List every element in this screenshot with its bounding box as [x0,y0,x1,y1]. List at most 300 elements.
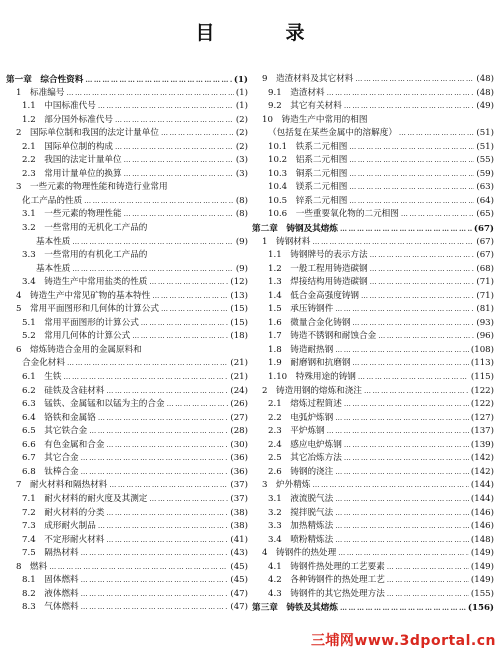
toc-leader-dots [63,371,228,385]
toc-entry-title: 6 熔炼铸造合金用的金属原料和 [16,344,142,355]
toc-leader-dots [67,357,228,371]
toc-page-number: (127) [470,412,494,423]
toc-entry-title: 4.3 铸钢件的其它热处理方法 [268,588,385,599]
toc-entry[interactable] [252,425,494,439]
toc-leader-dots [387,561,469,575]
toc-page-number: (28) [230,426,248,437]
toc-entry[interactable] [6,181,248,195]
toc-entry-title: 8.2 液体燃料 [22,588,79,599]
toc-entry-title: 3 炉外精炼 [262,480,311,491]
toc-page-number: (96) [476,331,494,342]
toc-page-number: (2) [235,141,248,152]
toc-entry[interactable] [252,195,494,209]
toc-entry-title: 3.3 加热精炼法 [268,521,334,532]
toc-entry-title: 2.1 国际单位制的构成 [22,141,114,152]
toc-entry-title: 3.1 一些元素的物理性能 [22,209,122,220]
toc-leader-dots [106,439,228,453]
toc-entry-title: 1.1 中国标准代号 [22,101,96,112]
toc-entry-title: 2 铸造用钢的熔炼和浇注 [262,385,362,396]
toc-entry[interactable] [6,601,248,615]
toc-leader-dots [98,100,234,114]
toc-page-number: (155) [470,588,494,599]
toc-page-number: (8) [235,195,248,206]
toc-entry[interactable] [6,344,248,358]
toc-entry-title: 10 铸造生产中常用的相图 [262,114,368,125]
toc-page-number: (68) [476,263,494,274]
toc-leader-dots [81,547,229,561]
toc-leader-dots [85,73,232,87]
toc-entry-title: 7.2 耐火材料的分类 [22,507,105,518]
toc-leader-dots [349,181,474,195]
toc-leader-dots [370,263,475,277]
toc-page-number: (71) [476,277,494,288]
toc-leader-dots [124,154,234,168]
toc-entry[interactable] [252,181,494,195]
toc-leader-dots [115,141,234,155]
toc-leader-dots [344,439,469,453]
toc-leader-dots [335,466,469,480]
toc-entry[interactable] [6,574,248,588]
toc-chapter-entry[interactable] [252,601,494,615]
toc-leader-dots [149,276,228,290]
toc-entry[interactable] [252,276,494,290]
toc-leader-dots [335,412,469,426]
toc-leader-dots [106,507,228,521]
toc-entry-title: 合金化材料 [22,358,65,369]
toc-entry-title: 1.10 特殊用途的铸钢 [268,372,356,383]
toc-page-number: (93) [476,317,494,328]
toc-entry[interactable] [6,547,248,561]
toc-entry-title: 9.2 其它有关材料 [268,101,342,112]
toc-entry[interactable] [6,507,248,521]
toc-entry-title: 10.2 铝系二元相图 [268,155,348,166]
toc-leader-dots [98,412,229,426]
toc-entry-title: 7 耐火材料和隔热材料 [16,480,108,491]
toc-entry[interactable] [252,344,494,358]
toc-entry[interactable] [6,154,248,168]
toc-leader-dots [399,127,474,141]
toc-leader-dots [81,574,229,588]
page-title: 目 录 [195,22,331,44]
toc-entry[interactable] [252,154,494,168]
toc-page-number: (108) [470,344,494,355]
toc-leader-dots [349,168,474,182]
toc-entry[interactable] [6,222,248,236]
toc-entry-title: 9 造渣材料及其它材料 [262,74,354,84]
toc-entry-title: 6.3 锰铁、金属锰和以锰为主的合金 [22,399,165,410]
toc-leader-dots [72,236,233,250]
toc-entry-title: 7.4 不定形耐火材料 [22,534,105,545]
toc-entry[interactable] [6,317,248,331]
toc-entry[interactable] [252,412,494,426]
toc-entry[interactable] [252,208,494,222]
toc-page-number: (37) [230,493,248,504]
toc-page-number: (122) [470,385,494,396]
toc-leader-dots [106,534,228,548]
toc-page-number: (156) [467,603,494,614]
toc-entry-title: 2.2 我国的法定计量单位 [22,155,122,166]
toc-entry[interactable] [252,507,494,521]
toc-entry[interactable] [252,588,494,602]
toc-entry-title: 6.4 铬铁和金属铬 [22,412,96,423]
toc-leader-dots [349,141,474,155]
toc-entry[interactable] [252,303,494,317]
toc-page-number: (2) [235,114,248,125]
toc-leader-dots [81,452,229,466]
toc-leader-dots [106,385,228,399]
toc-leader-dots [327,87,475,101]
toc-page-number: (146) [470,521,494,532]
toc-entry[interactable] [6,479,248,493]
toc-page-number: (51) [476,128,494,139]
toc-page-number: (13) [230,290,248,301]
toc-leader-dots [361,290,474,304]
toc-entry-title: 3.2 搅拌脱气法 [268,507,334,518]
toc-entry-title: 3.4 铸造生产中常用盐类的性质 [22,277,148,288]
toc-entry-title: 3.2 一些常用的无机化工产品的 [22,223,148,234]
toc-page-number: (21) [230,358,248,369]
toc-leader-dots [81,466,229,480]
toc-page-number: (8) [235,209,248,220]
toc-page-number: (144) [470,493,494,504]
toc-entry[interactable] [252,263,494,277]
toc-page-number: (81) [476,304,494,315]
toc-entry[interactable] [252,452,494,466]
toc-leader-dots [370,249,475,263]
toc-page-number: (12) [230,277,248,288]
toc-entry-title: 3 一些元素的物理性能和铸造行业常用 [16,182,168,193]
toc-entry[interactable] [252,141,494,155]
toc-entry[interactable] [6,493,248,507]
toc-entry[interactable] [6,452,248,466]
toc-leader-dots [84,195,234,209]
toc-leader-dots [167,398,229,412]
toc-entry[interactable] [6,330,248,344]
toc-entry-title: 基本性质 [36,263,71,274]
toc-entry[interactable] [252,249,494,263]
toc-entry[interactable] [252,466,494,480]
toc-page-number: (1) [235,101,248,112]
toc-entry-title: 10.6 一些重要氧化物的二元相图 [268,209,399,220]
toc-entry-title: 10.3 铜系二元相图 [268,168,348,179]
toc-entry-title: 2.4 感应电炉炼钢 [268,439,342,450]
toc-leader-dots [352,357,468,371]
toc-leader-dots [98,520,229,534]
toc-entry-title: 1.9 耐磨钢和抗磨钢 [268,358,351,369]
toc-page-number: (65) [476,209,494,220]
toc-page-number: (38) [230,521,248,532]
toc-entry[interactable] [6,534,248,548]
toc-entry[interactable] [252,493,494,507]
toc-entry[interactable] [6,412,248,426]
toc-entry[interactable] [252,561,494,575]
toc-entry[interactable] [6,357,248,371]
toc-entry[interactable] [252,520,494,534]
toc-page-number: (48) [476,87,494,98]
toc-page-number: (137) [470,426,494,437]
toc-entry[interactable] [252,73,494,87]
toc-entry[interactable] [252,385,494,399]
toc-entry-title: 7.3 成形耐火制品 [22,521,96,532]
toc-page-number: (122) [470,399,494,410]
toc-entry-title: 4.1 铸钢件热处理的工艺要素 [268,561,385,572]
toc-page-number: (146) [470,507,494,518]
toc-leader-dots [355,73,474,87]
toc-entry-title: 2.1 熔炼过程简述 [268,399,342,410]
toc-leader-dots [335,493,469,507]
toc-entry[interactable] [6,276,248,290]
toc-entry[interactable] [6,141,248,155]
toc-entry[interactable] [6,127,248,141]
toc-page-number: (142) [470,453,494,464]
toc-entry-title: 2.2 电弧炉炼钢 [268,412,334,423]
toc-entry-title: 6.7 其它合金 [22,453,79,464]
toc-entry-title: 1.4 低合金高强度铸钢 [268,290,360,301]
toc-entry-title: 8.3 气体燃料 [22,602,79,613]
toc-page-number: (148) [470,534,494,545]
toc-entry[interactable] [6,371,248,385]
toc-leader-dots [340,601,466,615]
toc-leader-dots [312,479,468,493]
toc-page-number: (71) [476,290,494,301]
toc-entry-title: 基本性质 [36,236,71,247]
toc-page-number: (115) [470,372,494,383]
toc-entry-title: 5.1 常用平面图形的计算公式 [22,317,139,328]
toc-entry-title: 1 铸钢材料 [262,236,311,247]
toc-entry-title: 10.4 镁系二元相图 [268,182,348,193]
toc-page-number: (18) [230,331,248,342]
toc-leader-dots [327,425,469,439]
toc-entry-title: 7.5 隔热材料 [22,548,79,559]
toc-entry-title: 6.2 硅铁及含硅材料 [22,385,105,396]
toc-entry-title: 7.1 耐火材料的耐火度及其测定 [22,493,148,504]
toc-entry-title: 2.3 平炉炼钢 [268,426,325,437]
toc-entry[interactable] [6,263,248,277]
toc-left-column [6,73,248,615]
toc-page-number: (1) [233,75,248,85]
toc-entry[interactable] [252,479,494,493]
toc-leader-dots [349,195,474,209]
toc-entry[interactable] [252,357,494,371]
toc-entry[interactable] [6,588,248,602]
toc-entry[interactable] [252,439,494,453]
toc-page-number: (3) [235,155,248,166]
toc-entry[interactable] [252,290,494,304]
toc-leader-dots [344,398,469,412]
toc-page-number: (15) [230,317,248,328]
toc-entry-title: 2.6 铸钢的浇注 [268,466,334,477]
toc-entry-title: （包括复在某些金属中的溶解度） [268,128,397,139]
toc-entry[interactable] [6,87,248,101]
toc-entry-title: 1.2 部分国外标准代号 [22,114,114,125]
toc-leader-dots [132,330,228,344]
toc-page-number: (15) [230,304,248,315]
toc-entry-title: 6.8 钛棒合金 [22,466,79,477]
toc-page-number: (139) [470,439,494,450]
toc-entry-title: 2.5 其它冶炼方法 [268,453,342,464]
toc-leader-dots [149,493,228,507]
toc-page-number: (30) [230,439,248,450]
toc-page-number: (47) [230,588,248,599]
toc-entry[interactable] [6,168,248,182]
toc-entry[interactable] [6,100,248,114]
toc-page-number: (43) [230,548,248,559]
toc-entry[interactable] [6,561,248,575]
toc-leader-dots [358,371,469,385]
toc-leader-dots [89,425,228,439]
toc-entry[interactable] [6,114,248,128]
toc-leader-dots [72,263,233,277]
toc-entry-title: 化工产品的性质 [22,195,83,206]
toc-entry-title: 第三章 铸铁及其熔炼 [252,603,338,614]
toc-entry-title: 1.7 铸造不锈钢和耐蚀合金 [268,331,377,342]
toc-leader-dots [335,534,469,548]
toc-entry[interactable] [6,439,248,453]
toc-entry-title: 4 铸造生产中常见矿物的基本特性 [16,290,151,301]
toc-entry-title: 1.2 一般工程用铸造碳钢 [268,263,368,274]
toc-entry[interactable] [6,290,248,304]
toc-page-number: (45) [230,561,248,572]
toc-page-number: (24) [230,385,248,396]
toc-entry[interactable] [252,547,494,561]
toc-entry-title: 第一章 综合性资料 [6,75,84,85]
toc-entry-title: 4.2 各种铸钢件的热处理工艺 [268,575,385,586]
toc-page-number: (36) [230,453,248,464]
toc-entry-title: 4 铸钢件的热处理 [262,548,337,559]
toc-entry-title: 3.4 喷粉精炼法 [268,534,334,545]
toc-entry[interactable] [6,385,248,399]
toc-page-number: (59) [476,168,494,179]
toc-entry[interactable] [6,236,248,250]
toc-entry-title: 8.1 固体燃料 [22,575,79,586]
toc-entry-title: 6.5 其它铁合金 [22,426,88,437]
toc-page-number: (47) [230,602,248,613]
toc-page-number: (149) [470,548,494,559]
toc-entry-title: 5 常用平面图形和几何体的计算公式 [16,304,159,315]
toc-leader-dots [378,330,474,344]
toc-page-number: (51) [476,141,494,152]
toc-leader-dots [115,114,234,128]
toc-entry[interactable] [252,127,494,141]
toc-leader-dots [141,317,229,331]
toc-entry[interactable] [252,87,494,101]
toc-entry[interactable] [6,249,248,263]
toc-leader-dots [152,290,228,304]
toc-entry-title: 1 标准编号 [16,87,65,98]
toc-leader-dots [387,588,469,602]
toc-page-number: (113) [470,358,494,369]
toc-leader-dots [81,601,229,615]
toc-entry-title: 10.1 铁系二元相图 [268,141,348,152]
toc-page-number: (45) [230,575,248,586]
toc-entry-title: 2 国际单位制和我国的法定计量单位 [16,128,159,139]
toc-page-number: (9) [235,236,248,247]
toc-page-number: (67) [473,224,494,235]
toc-entry-title: 1.5 承压铸钢件 [268,304,334,315]
toc-leader-dots [340,222,472,236]
toc-entry[interactable] [252,236,494,250]
toc-entry-title: 5.2 常用几何体的计算公式 [22,331,131,342]
toc-entry[interactable] [6,303,248,317]
toc-leader-dots [387,574,469,588]
toc-leader-dots [335,303,474,317]
toc-entry[interactable] [252,317,494,331]
toc-entry[interactable] [252,534,494,548]
toc-entry-title: 1.3 焊接结构用铸造碳钢 [268,277,368,288]
toc-chapter-entry[interactable] [252,222,494,236]
toc-leader-dots [124,208,234,222]
toc-leader-dots [349,154,474,168]
toc-leader-dots [49,561,228,575]
toc-page-number: (48) [476,74,494,84]
toc-entry-title: 8 燃料 [16,561,48,572]
toc-chapter-entry[interactable] [6,73,248,87]
toc-leader-dots [109,479,228,493]
toc-entry-title: 2.3 常用计量单位的换算 [22,168,122,179]
toc-page-number: (142) [470,466,494,477]
toc-entry[interactable] [6,425,248,439]
toc-entry[interactable] [252,371,494,385]
toc-page-number: (9) [235,263,248,274]
toc-page-number: (67) [476,236,494,247]
toc-entry[interactable] [6,398,248,412]
toc-entry[interactable] [6,208,248,222]
toc-entry[interactable] [6,466,248,480]
toc-leader-dots [401,208,474,222]
toc-page-number: (2) [235,128,248,139]
toc-entry-title: 6.6 有色金属和合金 [22,439,105,450]
toc-page-number: (63) [476,182,494,193]
toc-page-number: (38) [230,507,248,518]
toc-entry[interactable] [252,100,494,114]
toc-page-number: (3) [235,168,248,179]
toc-leader-dots [364,385,469,399]
toc-page-number: (67) [476,250,494,261]
toc-leader-dots [335,520,469,534]
toc-entry[interactable] [6,195,248,209]
toc-entry[interactable] [6,520,248,534]
toc-leader-dots [124,168,234,182]
toc-page-number: (36) [230,466,248,477]
toc-entry-title: 第二章 铸钢及其熔炼 [252,224,338,235]
watermark: 三埔网www.3dportal.cn [311,630,496,650]
toc-entry[interactable] [252,398,494,412]
toc-entry[interactable] [252,114,494,128]
toc-leader-dots [344,100,475,114]
toc-leader-dots [312,236,474,250]
toc-leader-dots [81,588,229,602]
toc-leader-dots [352,317,474,331]
toc-leader-dots [335,344,469,358]
toc-page-number: (64) [476,195,494,206]
toc-entry-title: 1.8 铸造耐热钢 [268,344,334,355]
toc-right-column [252,73,494,615]
toc-page-number: (144) [470,480,494,491]
toc-entry[interactable] [252,574,494,588]
toc-leader-dots [338,547,469,561]
toc-leader-dots [370,276,475,290]
toc-entry-title: 3.1 液流脱气法 [268,493,334,504]
toc-leader-dots [66,87,233,101]
toc-entry[interactable] [252,168,494,182]
toc-entry-title: 10.5 锌系二元相图 [268,195,348,206]
toc-leader-dots [161,303,228,317]
toc-entry[interactable] [252,330,494,344]
toc-page-number: (1) [235,87,248,98]
toc-page-number: (55) [476,155,494,166]
toc-entry-title: 1.1 铸钢牌号的表示方法 [268,250,368,261]
toc-leader-dots [344,452,469,466]
